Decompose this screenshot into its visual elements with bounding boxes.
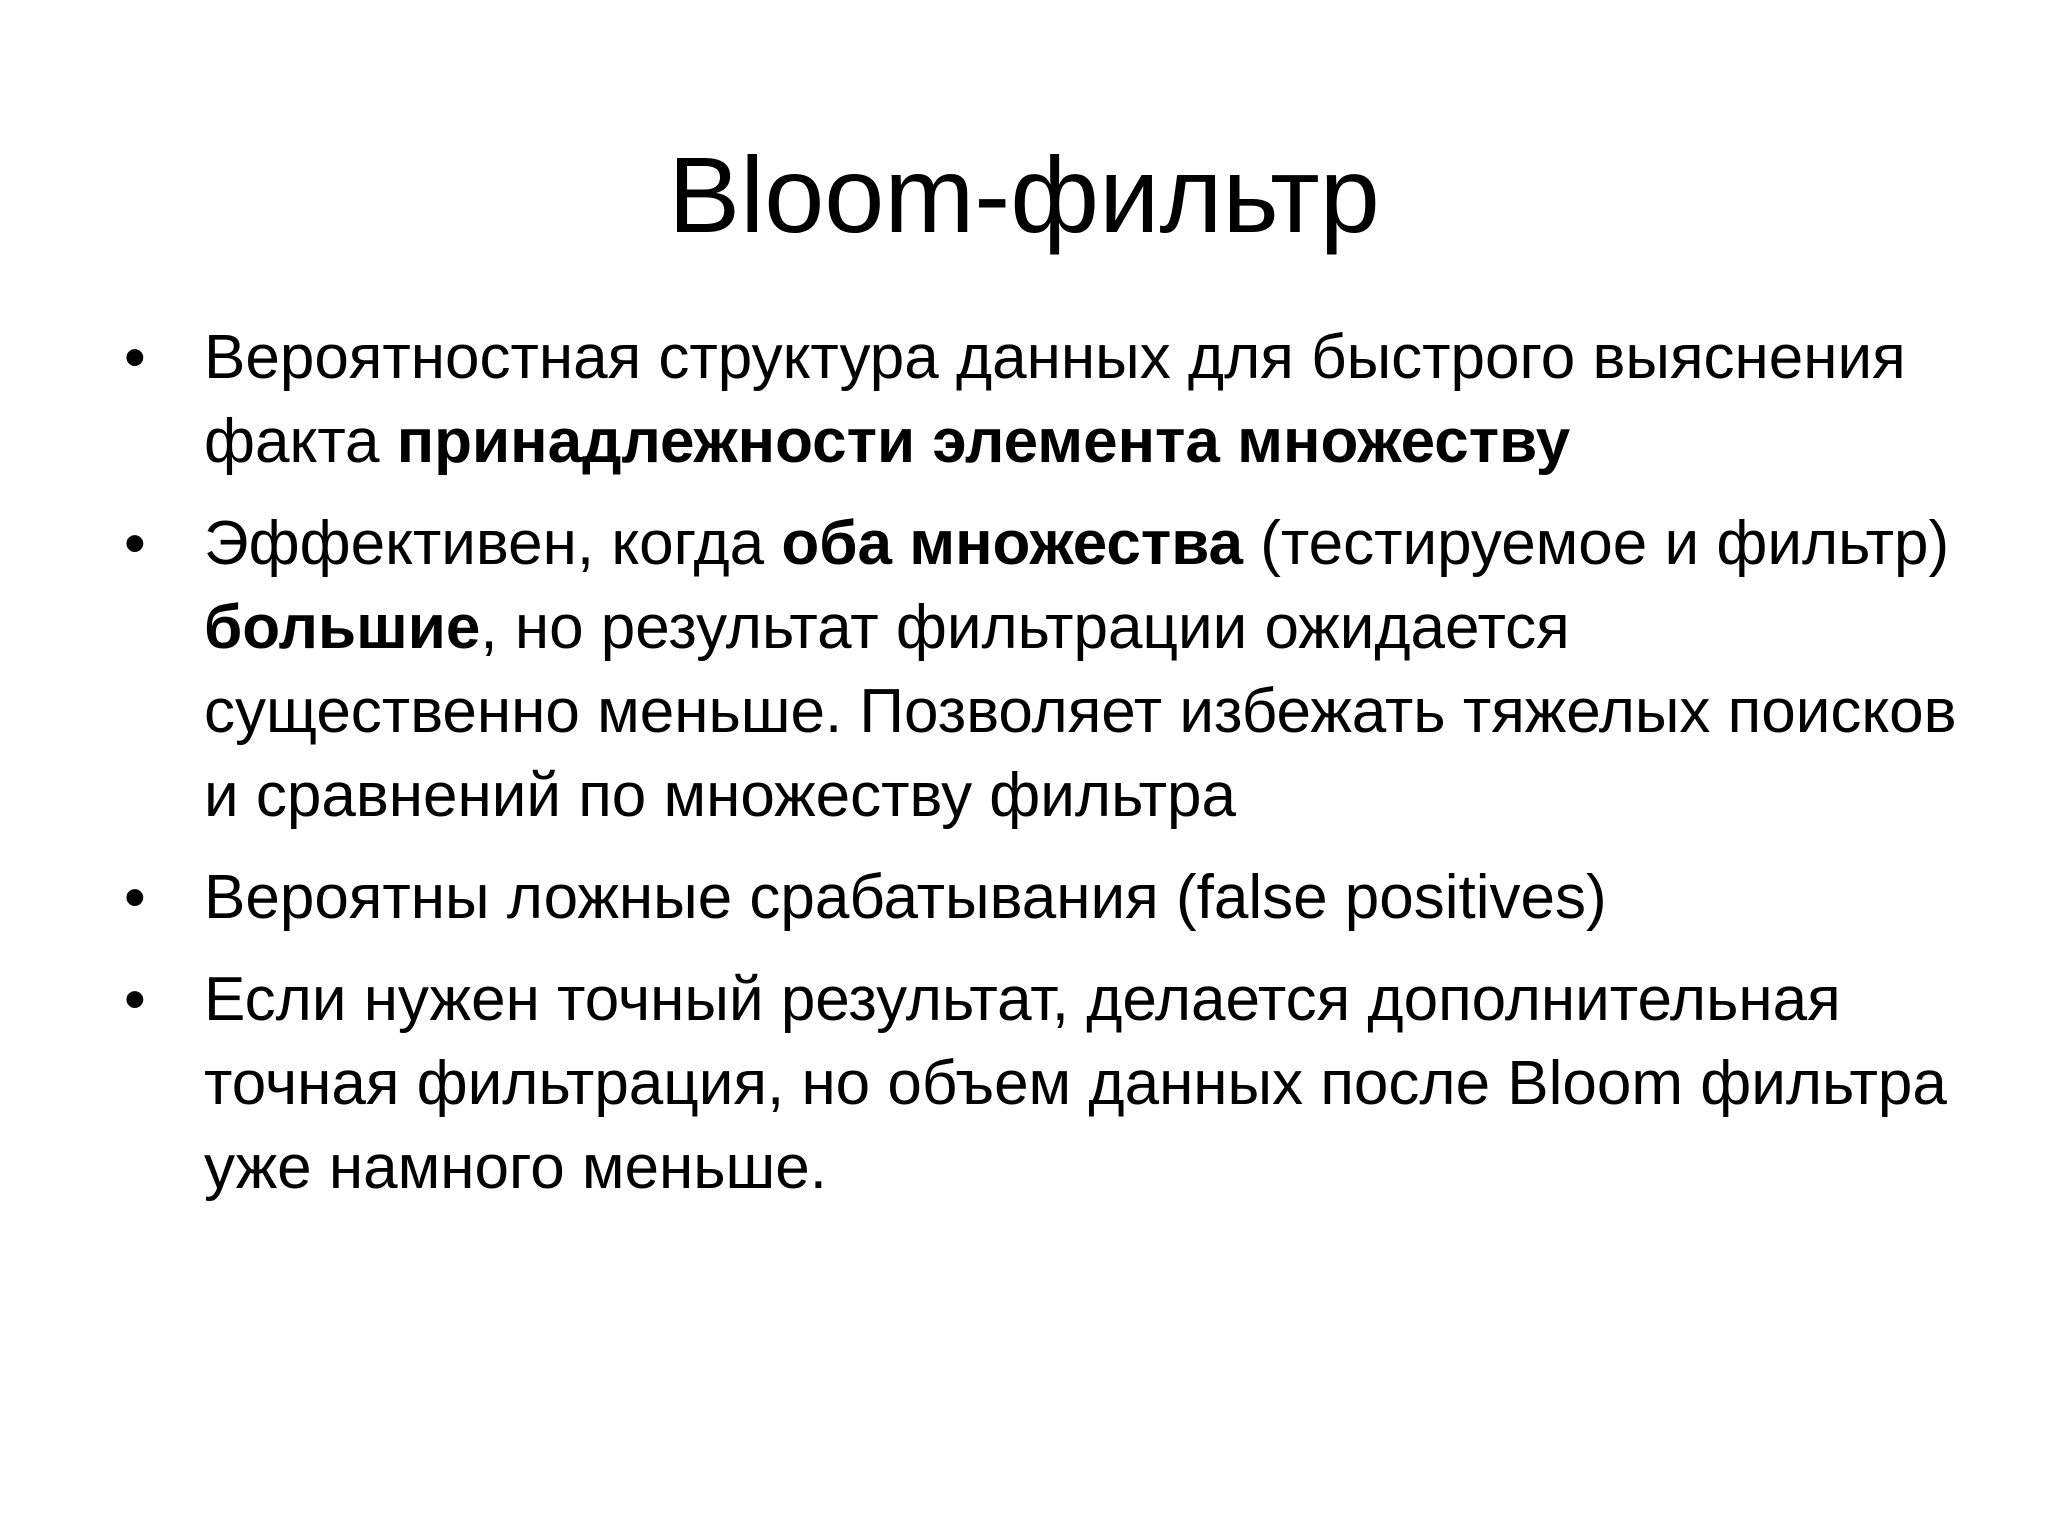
bullet-item xyxy=(118,856,1958,940)
bullet-dot-icon: • xyxy=(124,509,146,578)
bullet-text: Вероятностная структура данных для быстрого выяснения факта xyxy=(204,323,1906,476)
bullet-text: Эффективен, когда xyxy=(204,509,782,578)
bullet-text-bold: оба множества xyxy=(781,509,1244,578)
bullet-dot-icon: • xyxy=(124,863,146,932)
bullet-text-bold: принадлежности элемента множеству xyxy=(396,407,1571,476)
bullet-text: (тестируемое и фильтр) xyxy=(1243,509,1950,578)
bullet-text: Если нужен точный результат, делается дополнительная точная фильтрация, но объем данных после Bloom фильтра уже намного меньше. xyxy=(204,965,1947,1202)
bullet-list xyxy=(118,316,1958,1228)
bullet-text: , но результат фильтрации ожидается существенно меньше. Позволяет избежать тяжелых поисков и сравнений по множеству фильтра xyxy=(204,593,1957,830)
bullet-item xyxy=(118,316,1958,484)
bullet-text: Вероятны ложные срабатывания (false positives) xyxy=(204,863,1607,932)
slide-title: Bloom-фильтр xyxy=(668,134,1380,255)
bullet-item xyxy=(118,502,1958,838)
bullet-item xyxy=(118,958,1958,1210)
bullet-dot-icon: • xyxy=(124,323,146,392)
bullet-text-bold: большие xyxy=(204,593,481,662)
bullet-dot-icon: • xyxy=(124,965,146,1034)
